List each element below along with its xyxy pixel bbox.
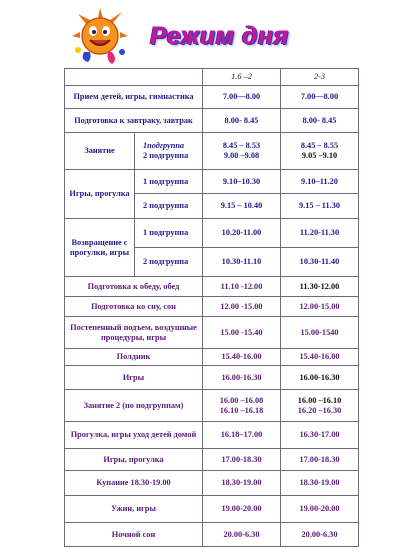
time-cell: 17.00-18.30 xyxy=(281,449,359,471)
time-cell: 11.10 -12.00 xyxy=(203,277,281,297)
time-value: 9.00 –9.08 xyxy=(223,151,260,160)
time-value: 16.00 –16.10 xyxy=(297,395,342,405)
time-cell: 7.00—8.00 xyxy=(281,86,359,109)
time-cell: 8.00- 8.45 xyxy=(203,109,281,133)
activity-cell: Подготовка ко сну, сон xyxy=(65,297,203,317)
table-row xyxy=(65,471,359,496)
subgroup-label: 1подгруппа xyxy=(143,141,185,150)
daily-schedule-table xyxy=(64,68,359,547)
time-cell: 15.00-1540 xyxy=(281,317,359,349)
time-cell: 16.00-16.30 xyxy=(281,366,359,390)
subgroup-cell: 1 подгруппа xyxy=(135,170,203,194)
table-row xyxy=(65,86,359,109)
table-row xyxy=(65,170,359,194)
activity-cell: Подготовка к обеду, обед xyxy=(65,277,203,297)
time-cell: 17.00-18.30 xyxy=(203,449,281,471)
time-cell: 10.30-11.40 xyxy=(281,248,359,277)
table-row xyxy=(65,449,359,471)
time-cell: 15.40-16.00 xyxy=(203,349,281,366)
table-row xyxy=(65,523,359,547)
activity-cell: Игры, прогулка xyxy=(65,449,203,471)
time-cell: 9.15 – 10.40 xyxy=(203,194,281,219)
subgroup-cell: 1 подгруппа xyxy=(135,219,203,248)
table-row xyxy=(65,366,359,390)
time-cell xyxy=(281,133,359,170)
orange-smiling-sun-mascot-icon xyxy=(72,6,128,66)
activity-cell: Прием детей, игры, гимнастика xyxy=(65,86,203,109)
time-cell xyxy=(203,133,281,170)
time-value: 8.45 – 8.53 xyxy=(222,141,261,150)
time-cell: 19.00-20.00 xyxy=(281,496,359,523)
time-cell: 11.30-12.00 xyxy=(281,277,359,297)
activity-cell: Занятие xyxy=(65,133,135,170)
activity-cell: Подготовка к завтраку, завтрак xyxy=(65,109,203,133)
time-value: 16.20 –16.30 xyxy=(297,405,342,415)
time-cell: 9.10–11.20 xyxy=(281,170,359,194)
activity-cell: Полдник xyxy=(65,349,203,366)
time-cell: 8.00- 8.45 xyxy=(281,109,359,133)
page-title: Режим дня xyxy=(150,22,289,50)
time-cell: 20.00-6.30 xyxy=(281,523,359,547)
activity-cell: Игры xyxy=(65,366,203,390)
time-value: 8.45 – 8.55 xyxy=(300,141,339,150)
table-row xyxy=(65,133,359,170)
time-cell: 9.15 – 11.30 xyxy=(281,194,359,219)
time-cell xyxy=(281,390,359,422)
table-row xyxy=(65,297,359,317)
table-row xyxy=(65,349,359,366)
table-row xyxy=(65,219,359,248)
header-cell-age-group-1: 1.6 –2 xyxy=(203,69,281,86)
subgroup-label: 2 подгруппа xyxy=(143,151,189,160)
table-header-row xyxy=(65,69,359,86)
time-cell: 15.00 -15.40 xyxy=(203,317,281,349)
time-cell: 18.30-19.00 xyxy=(281,471,359,496)
time-cell: 15.40-16.00 xyxy=(281,349,359,366)
page-header xyxy=(0,0,420,68)
activity-cell: Купание 18.30-19.00 xyxy=(65,471,203,496)
activity-cell: Ужин, игры xyxy=(65,496,203,523)
table-row xyxy=(65,496,359,523)
header-cell-activity xyxy=(65,69,203,86)
time-cell: 12.00 -15.00 xyxy=(203,297,281,317)
table-row xyxy=(65,277,359,297)
time-cell: 12.00-15.00 xyxy=(281,297,359,317)
time-cell xyxy=(203,390,281,422)
subgroup-cell: 2 подгруппа xyxy=(135,194,203,219)
table-row xyxy=(65,317,359,349)
time-value: 16.10 –16.18 xyxy=(219,405,264,415)
activity-cell: Постепенный подъем, воздушные процедуры, игры xyxy=(65,317,203,349)
time-cell: 7.00—8.00 xyxy=(203,86,281,109)
table-row xyxy=(65,109,359,133)
header-cell-age-group-2: 2-3 xyxy=(281,69,359,86)
activity-cell: Занятие 2 (по подгруппам) xyxy=(65,390,203,422)
table-row xyxy=(65,390,359,422)
time-value: 16.00 –16.08 xyxy=(219,395,264,405)
time-value: 9.05 –9.10 xyxy=(301,151,338,160)
subgroup-cell xyxy=(135,133,203,170)
time-cell: 10.20-11.00 xyxy=(203,219,281,248)
time-cell: 20.00-6.30 xyxy=(203,523,281,547)
time-cell: 16.30-17.00 xyxy=(281,422,359,449)
activity-cell: Игры, прогулка xyxy=(65,170,135,219)
time-cell: 19.00-20.00 xyxy=(203,496,281,523)
time-cell: 18.30-19.00 xyxy=(203,471,281,496)
time-cell: 16.18–17.00 xyxy=(203,422,281,449)
time-cell: 16.00-16.30 xyxy=(203,366,281,390)
time-cell: 11.20-11.30 xyxy=(281,219,359,248)
subgroup-cell: 2 подгруппа xyxy=(135,248,203,277)
activity-cell: Прогулка, игры уход детей домой xyxy=(65,422,203,449)
table-row xyxy=(65,422,359,449)
time-cell: 10.30-11.10 xyxy=(203,248,281,277)
time-cell: 9.10–10.30 xyxy=(203,170,281,194)
activity-cell: Ночной сон xyxy=(65,523,203,547)
activity-cell: Возвращение с прогулки, игры xyxy=(65,219,135,277)
